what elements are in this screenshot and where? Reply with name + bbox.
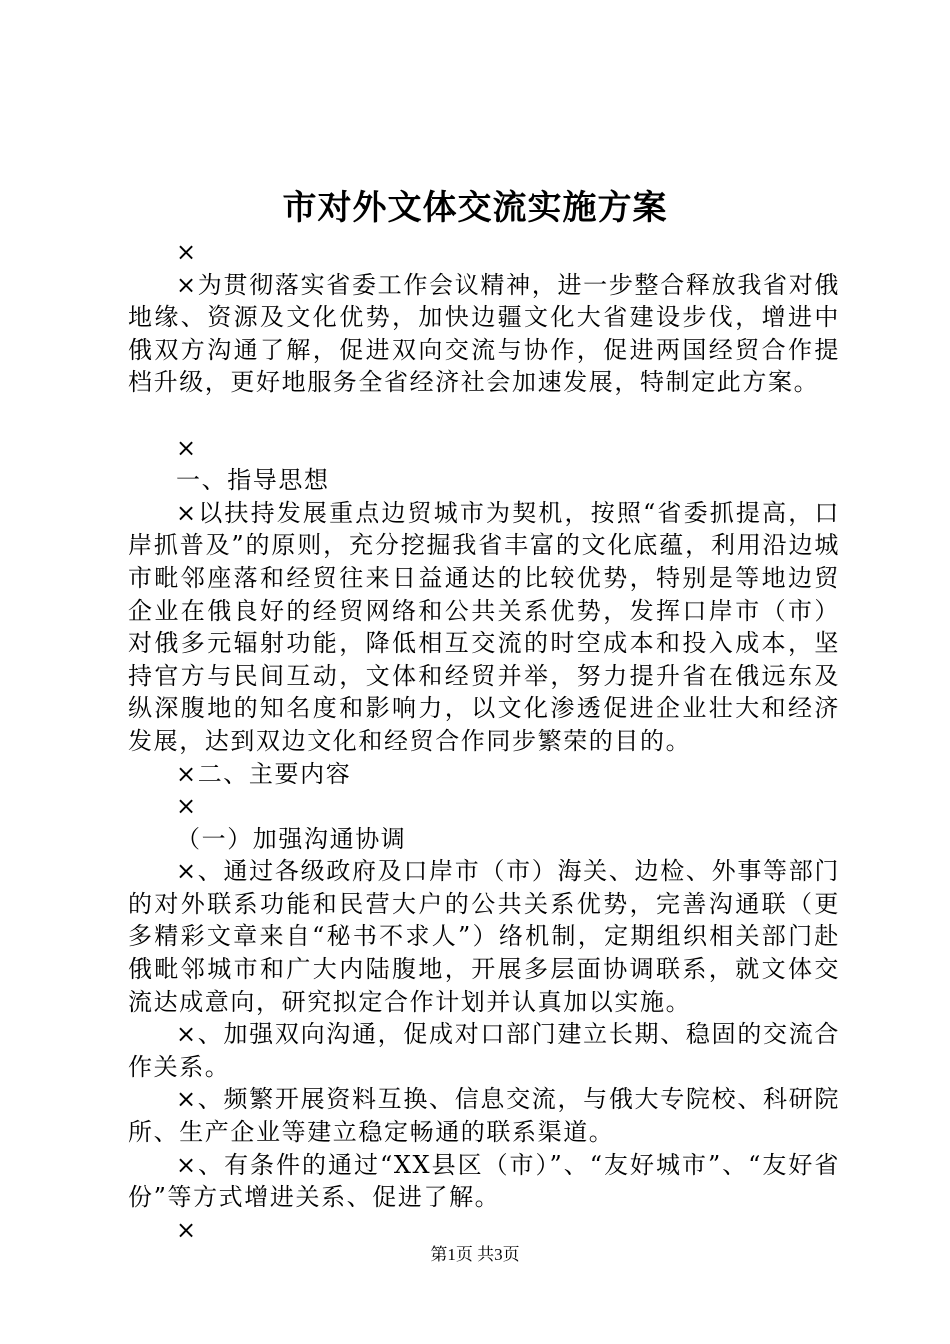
document-body [128, 236, 840, 1246]
paragraph-guiding-thought: ×以扶持发展重点边贸城市为契机，按照“省委抓提高，口岸抓普及”的原则，充分挖掘我省丰富的文化底蕴，利用沿边城市毗邻座落和经贸往来日益通达的比较优势，特别是等地边贸企业在俄良好的经贸网络和公共关系优势，发挥口岸市（市）对俄多元辐射功能，降低相互交流的时空成本和投入成本，坚持官方与民间互动，文体和经贸并举，努力提升省在俄远东及纵深腹地的知名度和影响力，以文化渗透促进企业壮大和经济发展，达到双边文化和经贸合作同步繁荣的目的。 [128, 498, 840, 755]
paragraph-marker: × [176, 792, 198, 821]
paragraph-intro: ×为贯彻落实省委工作会议精神，进一步整合释放我省对俄地缘、资源及文化优势，加快边疆文化大省建设步伐，增进中俄双方沟通了解，促进双向交流与协作，促进两国经贸合作提档升级，更好地服务全省经济社会加速发展，特制定此方案。 [128, 270, 840, 397]
section-heading-main-content: ×二、主要内容 [176, 759, 352, 788]
paragraph-marker: × [176, 433, 198, 462]
paragraph-item-3: ×、频繁开展资料互换、信息交流，与俄大专院校、科研院所、生产企业等建立稳定畅通的联系渠道。 [128, 1085, 840, 1147]
paragraph-marker: × [176, 238, 198, 266]
paragraph-item-2: ×、加强双向沟通，促成对口部门建立长期、稳固的交流合作关系。 [128, 1020, 840, 1081]
document-title: 市对外文体交流实施方案 [282, 188, 668, 228]
section-heading-guiding-thought: 一、指导思想 [176, 466, 330, 495]
paragraph-item-1: ×、通过各级政府及口岸市（市）海关、边检、外事等部门的对外联系功能和民营大户的公共关系优势，完善沟通联（更多精彩文章来自“秘书不求人”）络机制，定期组织相关部门赴俄毗邻城市和广大内陆腹地，开展多层面协调联系，就文体交流达成意向，研究拟定合作计划并认真加以实施。 [128, 857, 840, 1016]
paragraph-marker: × [176, 1215, 198, 1244]
paragraph-blank [128, 399, 840, 432]
paragraph-item-4: ×、有条件的通过“XX县区（市）”、“友好城市”、“友好省份”等方式增进关系、促进了解。 [128, 1150, 840, 1212]
page-number-footer: 第1页 共3页 [430, 1245, 520, 1264]
subsection-heading-communication: （一）加强沟通协调 [176, 824, 407, 853]
